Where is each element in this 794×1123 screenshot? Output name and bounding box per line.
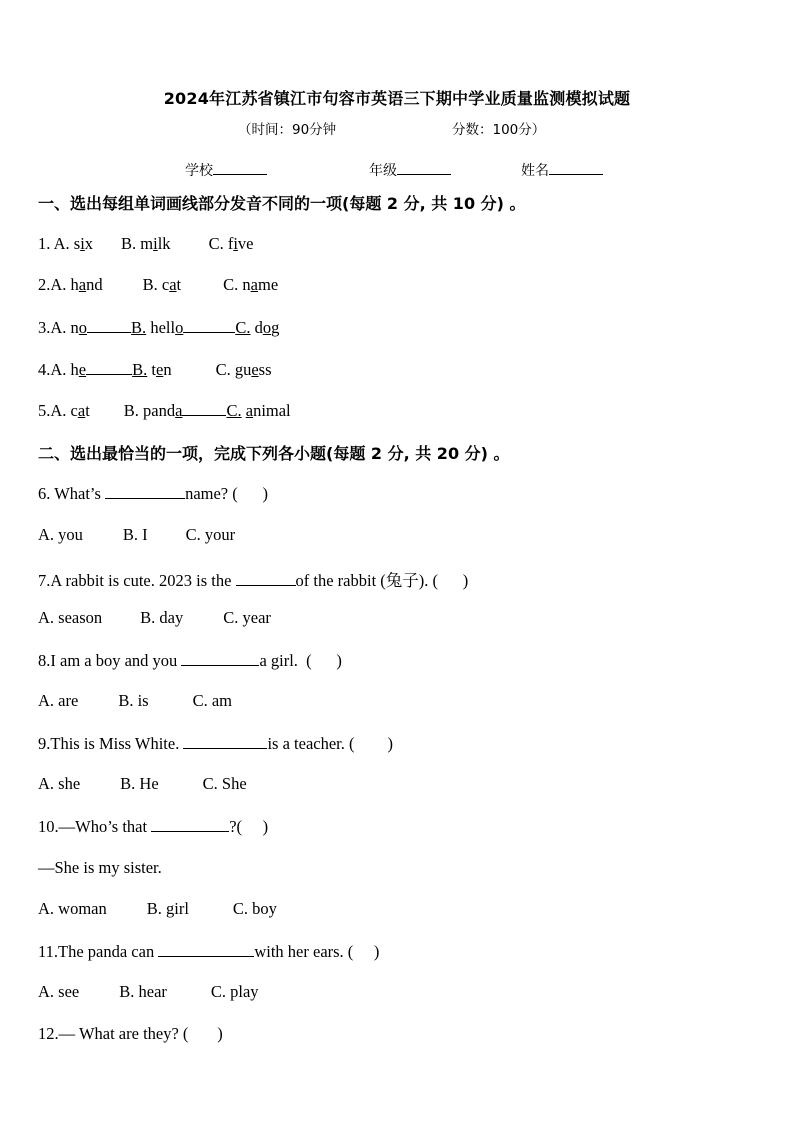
question-2: 2.A. hand B. cat C. name	[38, 275, 279, 294]
question-11: 11.The panda can with her ears. ( )	[38, 942, 380, 961]
exam-time: （时间：90分钟	[238, 122, 337, 138]
school-field[interactable]	[185, 160, 267, 180]
question-3: 3.A. no B. hello C. dog	[38, 318, 280, 337]
name-field[interactable]	[521, 160, 603, 180]
question-10-reply: —She is my sister.	[38, 858, 162, 877]
answer-blank[interactable]	[183, 733, 267, 749]
question-6-options: A. you B. I C. your	[38, 525, 236, 544]
question-1: 1. A. six B. milk C. five	[38, 234, 254, 253]
section2-heading: 二、选出最恰当的一项，完成下列各小题(每题 2 分, 共 20 分) 。	[38, 444, 510, 463]
exam-score: 分数：100分）	[452, 122, 546, 138]
question-6: 6. What’s name? ( )	[38, 484, 268, 503]
question-9-options: A. she B. He C. She	[38, 774, 247, 793]
school-blank[interactable]	[213, 160, 267, 175]
grade-label: 年级	[369, 163, 397, 179]
answer-blank[interactable]	[151, 816, 229, 832]
answer-blank[interactable]	[105, 483, 185, 499]
name-blank[interactable]	[549, 160, 603, 175]
school-label: 学校	[185, 163, 213, 179]
question-8: 8.I am a boy and you a girl. ( )	[38, 651, 342, 670]
question-10: 10.—Who’s that ?( )	[38, 817, 269, 836]
page-title: 2024年江苏省镇江市句容市英语三下期中学业质量监测模拟试题	[163, 89, 631, 108]
question-5: 5.A. cat B. panda C. animal	[38, 401, 291, 420]
grade-blank[interactable]	[397, 160, 451, 175]
section1-heading: 一、选出每组单词画线部分发音不同的一项(每题 2 分, 共 10 分) 。	[38, 194, 526, 213]
answer-blank[interactable]	[236, 570, 296, 586]
answer-blank[interactable]	[158, 941, 254, 957]
question-8-options: A. are B. is C. am	[38, 691, 232, 710]
question-9: 9.This is Miss White. is a teacher. ( )	[38, 734, 393, 753]
question-10-options: A. woman B. girl C. boy	[38, 899, 277, 918]
question-4: 4.A. he B. ten C. guess	[38, 360, 272, 379]
question-11-options: A. see B. hear C. play	[38, 982, 259, 1001]
answer-blank[interactable]	[181, 650, 259, 666]
grade-field[interactable]	[369, 160, 451, 180]
question-7: 7.A rabbit is cute. 2023 is the of the rabbit (兔子). ( )	[38, 571, 469, 590]
question-12: 12.— What are they? ( )	[38, 1024, 223, 1043]
name-label: 姓名	[521, 163, 549, 179]
question-7-options: A. season B. day C. year	[38, 608, 271, 627]
